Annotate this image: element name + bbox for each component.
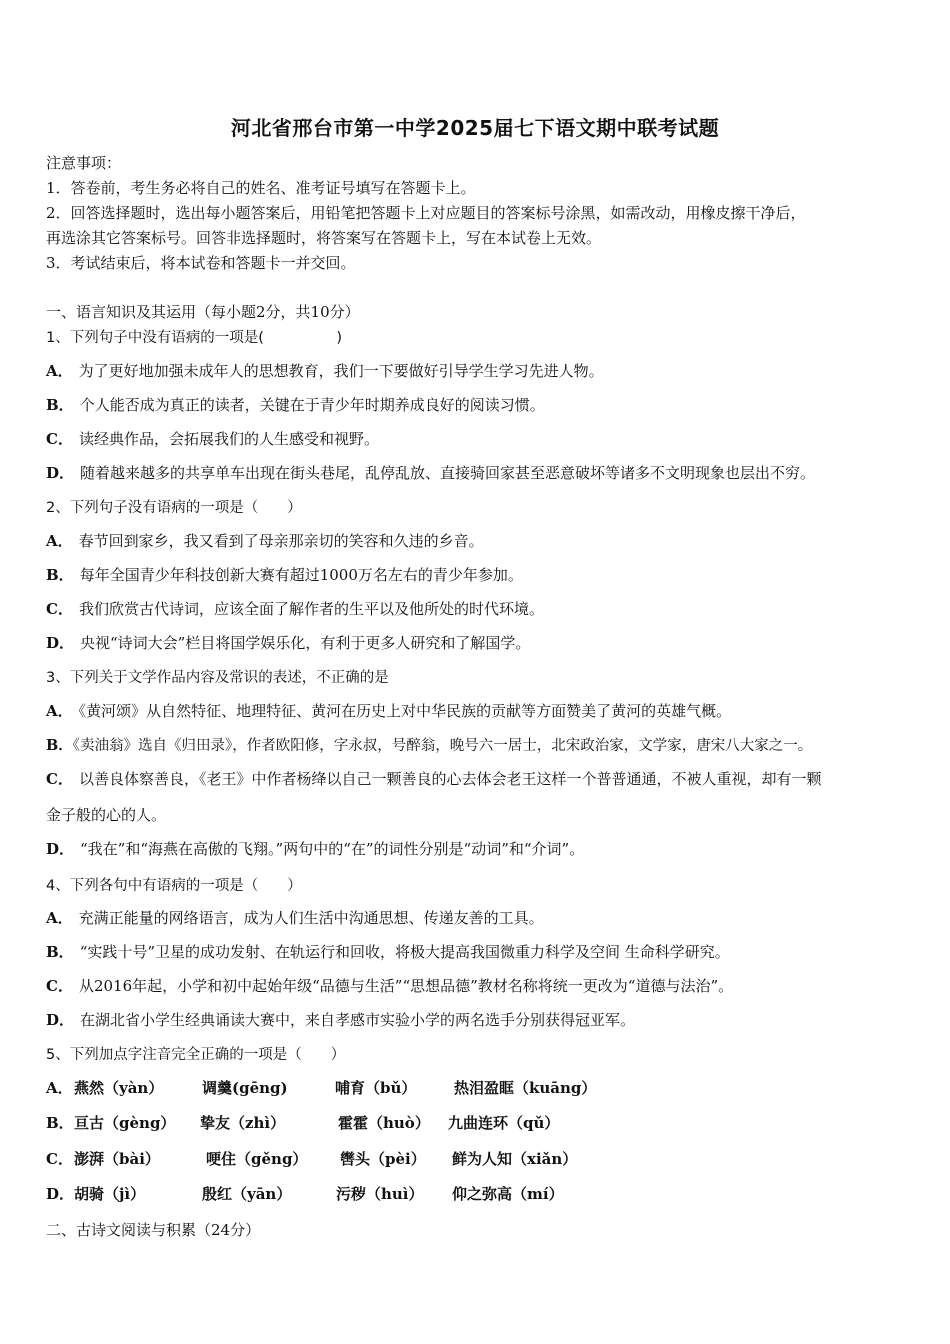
pinyin-item: 殷红（yān）	[202, 1185, 292, 1203]
option-text: 从2016年起，小学和初中起始年级“品德与生活”“思想品德”教材名称将统一更改为“道德与法治”。	[78, 977, 734, 995]
option-label: B．	[46, 396, 74, 414]
option-label: D．	[46, 464, 75, 482]
option-label: A．	[46, 702, 73, 720]
pinyin-item: 燕然（yàn）	[74, 1079, 164, 1097]
option-text: 《卖油翁》选自《归田录》，作者欧阳修，字永叔，号醉翁，晚号六一居士，北宋政治家，文学家，唐宋八大家之一。	[72, 738, 813, 754]
option-text: “我在”和“海燕在高傲的飞翔。”两句中的“在”的词性分别是“动词”和“介词”。	[80, 840, 585, 858]
option-label: B．	[46, 737, 73, 754]
section-heading: 一、语言知识及其运用（每小题2分，共10分）	[46, 303, 360, 321]
pinyin-item: 九曲连环（qǔ）	[448, 1114, 560, 1132]
option-text: “实践十号”卫星的成功发射、在轨运行和回收，将极大提高我国微重力科学及空间 生命科学研究。	[79, 943, 730, 961]
pinyin-item: 调羹(gēng)	[202, 1079, 288, 1097]
option-label: D．	[46, 1011, 75, 1029]
option-label: D．	[46, 634, 75, 652]
option-label: C．	[46, 770, 73, 788]
option-label: C．	[46, 430, 73, 448]
option-text: 读经典作品，会拓展我们的人生感受和视野。	[78, 430, 379, 448]
notice-heading: 注意事项：	[46, 154, 122, 172]
option-row	[46, 462, 815, 483]
option-label: C．	[46, 1150, 73, 1168]
option-label: A．	[46, 362, 73, 380]
option-text: 为了更好地加强未成年人的思想教育，我们一下要做好引导学生学习先进人物。	[78, 362, 604, 380]
page-title: 河北省邢台市第一中学2025届七下语文期中联考试题	[230, 116, 720, 140]
option-row	[46, 975, 733, 996]
pinyin-item: 哺育（bǔ）	[335, 1079, 417, 1097]
question-stem: 5、下列加点字注音完全正确的一项是（ ）	[46, 1047, 346, 1063]
option-text: 春节回到家乡，我又看到了母亲那亲切的笑容和久违的乡音。	[78, 532, 484, 550]
question-stem: 4、下列各句中有语病的一项是（ ）	[46, 878, 302, 894]
option-label: C．	[46, 600, 73, 618]
section-heading: 二、古诗文阅读与积累（24分）	[46, 1221, 261, 1239]
option-text: 以善良体察善良，《老王》中作者杨绛以自己一颗善良的心去体会老王这样一个普普通通，不被人重视，却有一颗	[78, 770, 822, 788]
option-continuation	[46, 804, 166, 825]
option-label: A．	[46, 532, 73, 550]
pinyin-item: 哽住（gěng）	[206, 1150, 308, 1168]
option-row	[46, 428, 379, 449]
notice-item: 1．答卷前，考生务必将自己的姓名、准考证号填写在答题卡上。	[46, 179, 476, 197]
option-text: 央视“诗词大会”栏目将国学娱乐化，有利于更多人研究和了解国学。	[80, 634, 531, 652]
pinyin-item: 辔头（pèi）	[340, 1150, 426, 1168]
option-label: B．	[46, 1114, 74, 1132]
option-label: B．	[46, 566, 74, 584]
pinyin-item: 亘古（gèng）	[74, 1114, 176, 1132]
pinyin-item: 鲜为人知（xiǎn）	[452, 1150, 578, 1168]
option-text: 金子般的心的人。	[46, 806, 167, 824]
option-row	[46, 360, 604, 381]
question-stem: 2、下列句子没有语病的一项是（ ）	[46, 500, 302, 516]
pinyin-item: 澎湃（bài）	[74, 1150, 160, 1168]
option-label: D．	[46, 1185, 75, 1203]
pinyin-item: 污秽（huì）	[336, 1185, 424, 1203]
option-row	[46, 530, 484, 551]
option-row	[46, 907, 544, 928]
option-row	[46, 598, 544, 619]
pinyin-item: 挚友（zhì）	[200, 1114, 286, 1132]
option-row	[46, 838, 584, 859]
option-text: 每年全国青少年科技创新大赛有超过1000万名左右的青少年参加。	[79, 566, 523, 584]
pinyin-item: 胡骑（jì）	[74, 1185, 146, 1203]
option-row	[46, 734, 812, 755]
notice-item: 3．考试结束后，将本试卷和答题卡一并交回。	[46, 254, 356, 272]
pinyin-item: 仰之弥高（mí）	[452, 1185, 564, 1203]
option-label: B．	[46, 943, 74, 961]
option-row	[46, 1009, 635, 1030]
question-stem: 1、下列句子中没有语病的一项是( )	[46, 330, 343, 346]
option-text: 我们欣赏古代诗词，应该全面了解作者的生平以及他所处的时代环境。	[78, 600, 544, 618]
pinyin-item: 霍霍（huò）	[338, 1114, 430, 1132]
option-label: A．	[46, 909, 73, 927]
option-text: 个人能否成为真正的读者，关键在于青少年时期养成良好的阅读习惯。	[79, 396, 545, 414]
option-text: 充满正能量的网络语言，成为人们生活中沟通思想、传递友善的工具。	[78, 909, 544, 927]
question-stem: 3、下列关于文学作品内容及常识的表述，不正确的是	[46, 670, 389, 686]
option-text: 《黄河颂》从自然特征、地理特征、黄河在历史上对中华民族的贡献等方面赞美了黄河的英雄气概。	[78, 702, 732, 720]
option-label: C．	[46, 977, 73, 995]
option-text: 在湖北省小学生经典诵读大赛中，来自孝感市实验小学的两名选手分别获得冠亚军。	[80, 1011, 636, 1029]
notice-item: 2．回答选择题时，选出每小题答案后，用铅笔把答题卡上对应题目的答案标号涂黑，如需改动，用橡皮擦干净后，	[46, 204, 806, 222]
option-row	[46, 700, 731, 721]
notice-item: 再选涂其它答案标号。回答非选择题时，将答案写在答题卡上，写在本试卷上无效。	[46, 229, 602, 247]
pinyin-item: 热泪盈眶（kuāng）	[454, 1079, 597, 1097]
option-row	[46, 941, 730, 962]
option-row	[46, 768, 821, 789]
option-row	[46, 394, 545, 415]
option-row	[46, 632, 530, 653]
option-row	[46, 564, 523, 585]
option-label: A．	[46, 1079, 73, 1097]
option-text: 随着越来越多的共享单车出现在街头巷尾，乱停乱放、直接骑回家甚至恶意破坏等诸多不文明现象也层出不穷。	[80, 464, 816, 482]
option-label: D．	[46, 840, 75, 858]
